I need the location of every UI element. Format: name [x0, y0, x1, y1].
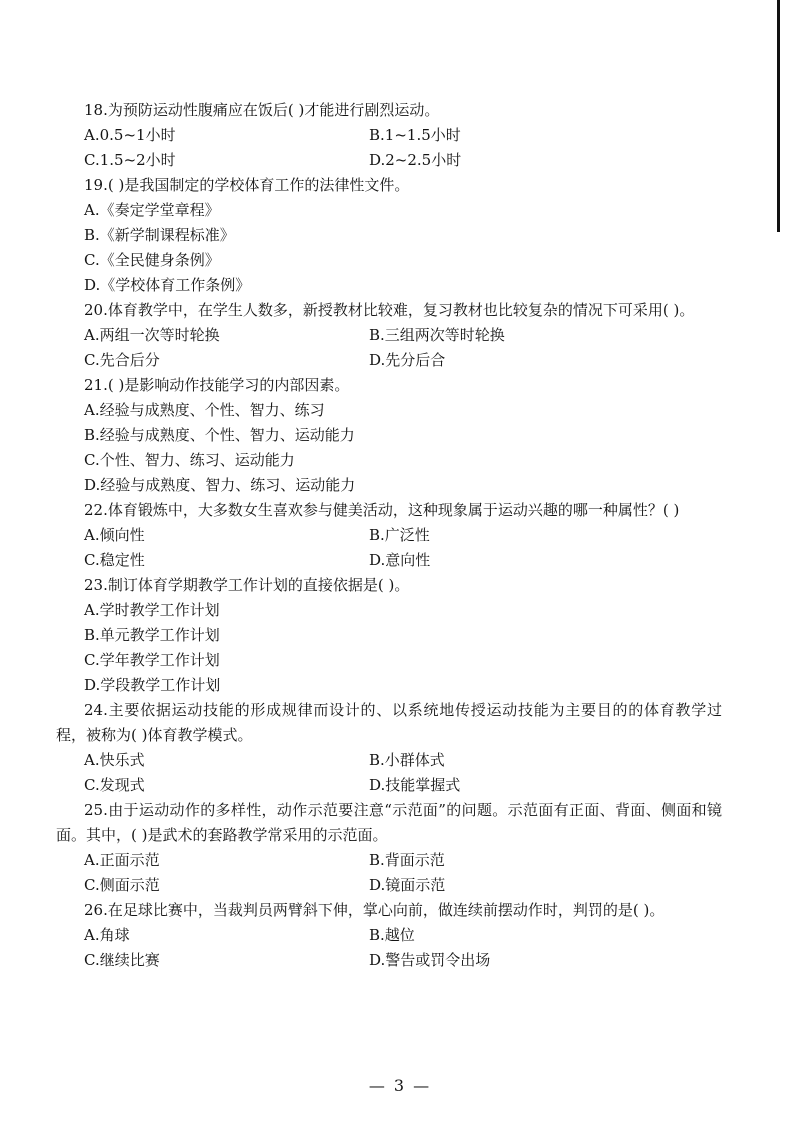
option-a: A.0.5~1小时 — [84, 126, 176, 144]
question-23 — [56, 573, 722, 698]
question-20 — [56, 298, 722, 373]
option-b: B.单元教学工作计划 — [84, 626, 220, 644]
question-stem: 18.为预防运动性腹痛应在饭后( )才能进行剧烈运动。 — [84, 101, 440, 119]
question-stem: 19.( )是我国制定的学校体育工作的法律性文件。 — [84, 176, 410, 194]
option-c: C.先合后分 — [84, 351, 160, 369]
option-c: C.学年教学工作计划 — [84, 651, 220, 669]
option-group — [56, 523, 722, 573]
question-stem: 23.制订体育学期教学工作计划的直接依据是( )。 — [84, 576, 410, 594]
option-b: B.小群体式 — [369, 751, 445, 769]
question-24 — [56, 698, 722, 798]
question-18 — [56, 98, 722, 173]
option-d: D.先分后合 — [369, 351, 446, 369]
question-stem: 25.由于运动动作的多样性，动作示范要注意“示范面”的问题。示范面有正面、背面、侧面和镜面。其中，( )是武术的套路教学常采用的示范面。 — [56, 801, 722, 844]
binding-edge-line — [777, 0, 780, 232]
option-group — [56, 323, 722, 373]
question-26 — [56, 898, 722, 973]
option-group — [56, 398, 722, 498]
option-b: B.三组两次等时轮换 — [369, 326, 505, 344]
question-19 — [56, 173, 722, 298]
option-a: A.正面示范 — [84, 851, 160, 869]
option-a: A.《奏定学堂章程》 — [84, 201, 220, 219]
option-d: D.镜面示范 — [369, 876, 446, 894]
option-c: C.发现式 — [84, 776, 145, 794]
option-a: A.快乐式 — [84, 751, 145, 769]
option-c: C.继续比赛 — [84, 951, 160, 969]
option-c: C.稳定性 — [84, 551, 145, 569]
question-25 — [56, 798, 722, 898]
question-stem: 26.在足球比赛中，当裁判员两臂斜下伸，掌心向前，做连续前摆动作时，判罚的是( )。 — [84, 901, 665, 919]
option-d: D.技能掌握式 — [369, 776, 461, 794]
option-group — [56, 748, 722, 798]
option-b: B.越位 — [369, 926, 415, 944]
option-d: D.警告或罚令出场 — [369, 951, 491, 969]
option-d: D.意向性 — [369, 551, 431, 569]
option-b: B.《新学制课程标准》 — [84, 226, 235, 244]
option-group — [56, 198, 722, 298]
option-a: A.经验与成熟度、个性、智力、练习 — [84, 401, 325, 419]
option-c: C.侧面示范 — [84, 876, 160, 894]
option-group — [56, 923, 722, 973]
question-22 — [56, 498, 722, 573]
option-d: D.2~2.5小时 — [369, 151, 462, 169]
option-d: D.经验与成熟度、智力、练习、运动能力 — [84, 476, 356, 494]
option-b: B.背面示范 — [369, 851, 445, 869]
option-b: B.广泛性 — [369, 526, 430, 544]
question-stem: 24.主要依据运动技能的形成规律而设计的、以系统地传授运动技能为主要目的的体育教学过程，被称为( )体育教学模式。 — [56, 701, 722, 744]
option-a: A.倾向性 — [84, 526, 145, 544]
option-d: D.学段教学工作计划 — [84, 676, 221, 694]
option-group — [56, 848, 722, 898]
question-list — [56, 98, 722, 973]
option-a: A.学时教学工作计划 — [84, 601, 220, 619]
option-c: C.《全民健身条例》 — [84, 251, 220, 269]
option-a: A.两组一次等时轮换 — [84, 326, 220, 344]
question-stem: 21.( )是影响动作技能学习的内部因素。 — [84, 376, 350, 394]
page-number: — 3 — — [368, 1076, 432, 1095]
option-b: B.1~1.5小时 — [369, 126, 461, 144]
option-c: C.1.5~2小时 — [84, 151, 176, 169]
option-group — [56, 123, 722, 173]
question-stem: 20.体育教学中，在学生人数多，新授教材比较难，复习教材也比较复杂的情况下可采用( )。 — [84, 301, 695, 319]
option-d: D.《学校体育工作条例》 — [84, 276, 251, 294]
question-21 — [56, 373, 722, 498]
question-stem: 22.体育锻炼中，大多数女生喜欢参与健美活动，这种现象属于运动兴趣的哪一种属性？( ) — [84, 501, 680, 519]
option-b: B.经验与成熟度、个性、智力、运动能力 — [84, 426, 355, 444]
option-a: A.角球 — [84, 926, 130, 944]
option-group — [56, 598, 722, 698]
option-c: C.个性、智力、练习、运动能力 — [84, 451, 295, 469]
